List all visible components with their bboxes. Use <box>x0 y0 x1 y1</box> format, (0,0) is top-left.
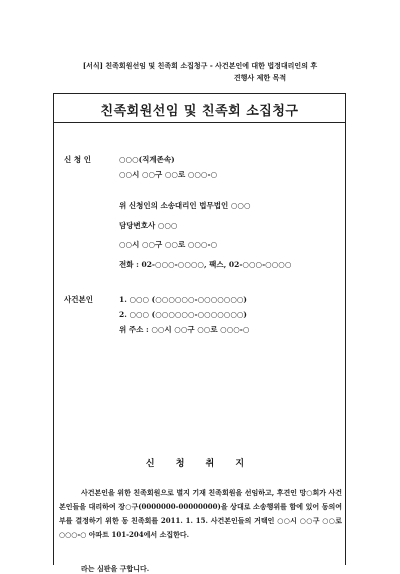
attorney-name: 담당변호사 ○○○ <box>119 221 178 230</box>
caption-line-1: [서식] 친족회원선임 및 친족회 소집청구 - 사건본인에 대한 법정대리인의 후 <box>82 61 318 70</box>
document-title: 친족회원선임 및 친족회 소집청구 <box>100 104 299 119</box>
title-divider <box>54 122 345 123</box>
applicant-name: ○○○(직계존속) <box>119 155 175 164</box>
subjects-address: 위 주소 : ○○시 ○○구 ○○로 ○○○-○ <box>119 325 250 334</box>
purpose-text: 사건본인을 위한 친족회원으로 별지 기재 친족회원을 선임하고, 후견인 망○희가 사건본인들을 대리하여 장○구(0000000-00000000)을 상대로 소송행위를 함에 있어 동의여부를 결정하기 위한 동 친족회를 2011. 1. 15. 사건본인들의 거택인 ○○시 ○○구 ○○로 ○○○-○ 아파트 101-204에서 소집한다. <box>59 488 342 539</box>
caption-line-2: 견행사 제한 목적 <box>233 73 287 82</box>
document-caption <box>30 60 370 84</box>
subject-item-2: 2. ○○○ (○○○○○○-○○○○○○○) <box>119 310 247 319</box>
purpose-heading: 신 청 취 지 <box>145 459 254 469</box>
applicant-label: 신 청 인 <box>64 155 91 164</box>
agent-intro: 위 신청인의 소송대리인 법무법인 ○○○ <box>119 201 251 210</box>
document-frame <box>53 93 346 573</box>
agent-contact: 전화 : 02-○○○-○○○○, 팩스, 02-○○○-○○○○ <box>119 260 292 269</box>
subjects-label: 사건본인 <box>64 295 93 304</box>
agent-address: ○○시 ○○구 ○○로 ○○○-○ <box>119 240 218 249</box>
closing-line: 라는 심판을 구합니다. <box>81 564 150 573</box>
subject-item-1: 1. ○○○ (○○○○○○-○○○○○○○) <box>119 295 247 304</box>
applicant-address: ○○시 ○○구 ○○로 ○○○-○ <box>119 170 218 179</box>
